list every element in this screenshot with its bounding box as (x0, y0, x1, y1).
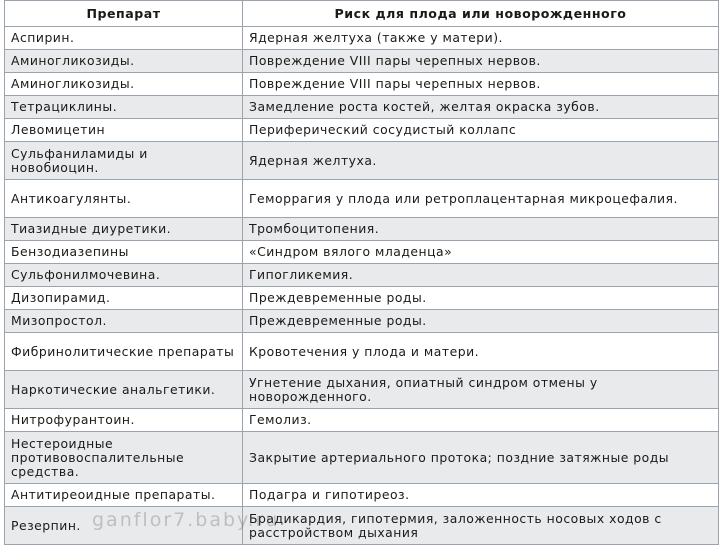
risk-cell: Преждевременные роды. (243, 287, 719, 310)
risk-cell: Закрытие артериального протока; поздние затяжные роды (243, 432, 719, 484)
table-row (5, 96, 719, 119)
table-row (5, 371, 719, 409)
risk-cell: Повреждение VIII пары черепных нервов. (243, 50, 719, 73)
risk-cell: Брадикардия, гипотермия, заложенность носовых ходов с расстройством дыхания (243, 507, 719, 545)
table-row (5, 484, 719, 507)
table-row (5, 180, 719, 218)
drug-cell: Нестероидные противовоспалительные средства. (5, 432, 243, 484)
risk-cell: Подагра и гипотиреоз. (243, 484, 719, 507)
drug-cell: Дизопирамид. (5, 287, 243, 310)
table-row (5, 119, 719, 142)
drug-cell: Нитрофурантоин. (5, 409, 243, 432)
drug-cell: Наркотические анальгетики. (5, 371, 243, 409)
drug-cell: Аспирин. (5, 27, 243, 50)
table-row (5, 310, 719, 333)
drug-cell: Тетрациклины. (5, 96, 243, 119)
drug-cell: Аминогликозиды. (5, 73, 243, 96)
table-row (5, 218, 719, 241)
table-row (5, 27, 719, 50)
risk-cell: Гипогликемия. (243, 264, 719, 287)
table-row (5, 287, 719, 310)
risk-cell: Тромбоцитопения. (243, 218, 719, 241)
header-drug: Препарат (5, 1, 243, 27)
drug-cell: Аминогликозиды. (5, 50, 243, 73)
drug-cell: Бензодиазепины (5, 241, 243, 264)
table-row (5, 241, 719, 264)
risk-cell: Гемолиз. (243, 409, 719, 432)
risk-cell: Повреждение VIII пары черепных нервов. (243, 73, 719, 96)
table-row (5, 50, 719, 73)
risk-cell: Угнетение дыхания, опиатный синдром отмены у новорожденного. (243, 371, 719, 409)
drug-cell: Мизопростол. (5, 310, 243, 333)
drug-cell: Сульфаниламиды и новобиоцин. (5, 142, 243, 180)
drug-cell: Антикоагулянты. (5, 180, 243, 218)
drug-cell: Антитиреоидные препараты. (5, 484, 243, 507)
risk-cell: Замедление роста костей, желтая окраска зубов. (243, 96, 719, 119)
table-row (5, 507, 719, 545)
risk-cell: Геморрагия у плода или ретроплацентарная микроцефалия. (243, 180, 719, 218)
risk-cell: Ядерная желтуха (также у матери). (243, 27, 719, 50)
drug-cell: Тиазидные диуретики. (5, 218, 243, 241)
header-risk: Риск для плода или новорожденного (243, 1, 719, 27)
drug-cell: Сульфонилмочевина. (5, 264, 243, 287)
drug-cell: Левомицетин (5, 119, 243, 142)
table-header-row (5, 1, 719, 27)
table-row (5, 432, 719, 484)
drug-cell: Фибринолитические препараты (5, 333, 243, 371)
risk-cell: «Синдром вялого младенца» (243, 241, 719, 264)
drug-risk-table (4, 0, 719, 545)
table-row (5, 73, 719, 96)
drug-cell: Резерпин. (5, 507, 243, 545)
table-row (5, 333, 719, 371)
table-row (5, 142, 719, 180)
table-row (5, 409, 719, 432)
site-watermark: ganflor7.baby.ru (92, 509, 280, 531)
table-row (5, 264, 719, 287)
risk-cell: Ядерная желтуха. (243, 142, 719, 180)
risk-cell: Кровотечения у плода и матери. (243, 333, 719, 371)
risk-cell: Периферический сосудистый коллапс (243, 119, 719, 142)
risk-cell: Преждевременные роды. (243, 310, 719, 333)
